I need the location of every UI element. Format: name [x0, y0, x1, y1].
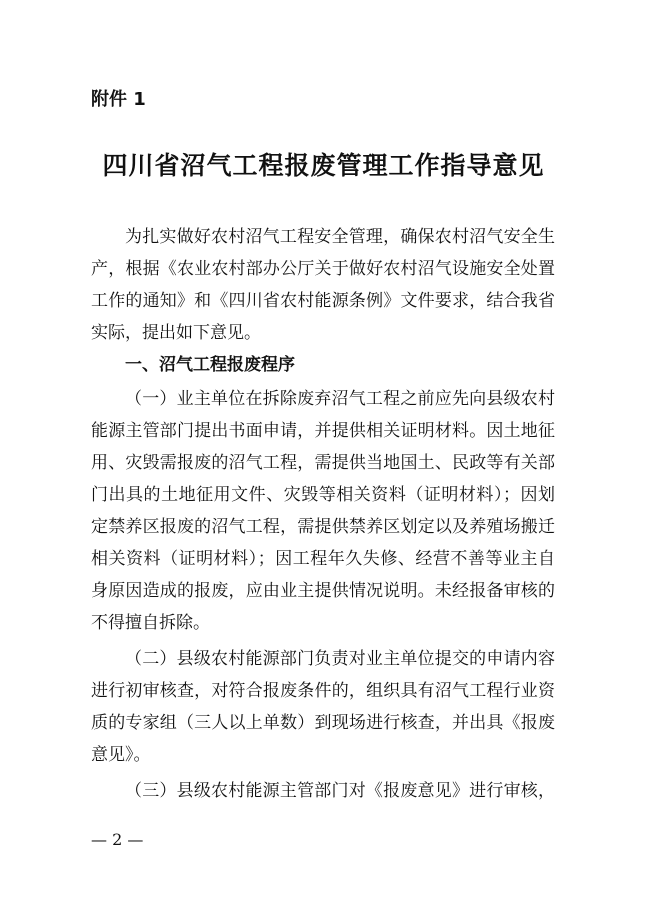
section-heading: 一、沼气工程报废程序: [125, 355, 295, 375]
item1-line: 能源主管部门提出书面申请，并提供相关证明材料。因土地征: [91, 421, 555, 441]
item2-line: 意见》。: [91, 745, 151, 765]
item1-line: （一）业主单位在拆除废弃沼气工程之前应先向县级农村: [125, 389, 555, 409]
item2-line: 质的专家组（三人以上单数）到现场进行核查，并出具《报废: [91, 713, 555, 733]
item1-line: 不得擅自拆除。: [91, 613, 210, 633]
intro-line: 工作的通知》和《四川省农村能源条例》文件要求，结合我省: [91, 291, 555, 311]
item2-line: （二）县级农村能源部门负责对业主单位提交的申请内容: [125, 649, 555, 669]
item1-line: 身原因造成的报废，应由业主提供情况说明。未经报备审核的: [91, 581, 555, 601]
item1-line: 门出具的土地征用文件、灾毁等相关资料（证明材料）；因划: [91, 485, 555, 505]
page-number: — 2 —: [91, 830, 144, 849]
item1-line: 定禁养区报废的沼气工程，需提供禁养区划定以及养殖场搬迁: [91, 517, 555, 537]
intro-line: 产，根据《农业农村部办公厅关于做好农村沼气设施安全处置: [91, 259, 555, 279]
document-title: 四川省沼气工程报废管理工作指导意见: [102, 151, 545, 180]
intro-line: 为扎实做好农村沼气工程安全管理，确保农村沼气安全生: [125, 227, 555, 247]
item2-line: 进行初审核查，对符合报废条件的，组织具有沼气工程行业资: [91, 681, 555, 701]
item1-line: 用、灾毁需报废的沼气工程，需提供当地国土、民政等有关部: [91, 453, 555, 473]
intro-line: 实际，提出如下意见。: [91, 323, 261, 343]
attachment-label: 附件 1: [91, 89, 146, 110]
item1-line: 相关资料（证明材料）；因工程年久失修、经营不善等业主自: [91, 549, 555, 569]
item3-line: （三）县级农村能源主管部门对《报废意见》进行审核，: [125, 781, 555, 801]
